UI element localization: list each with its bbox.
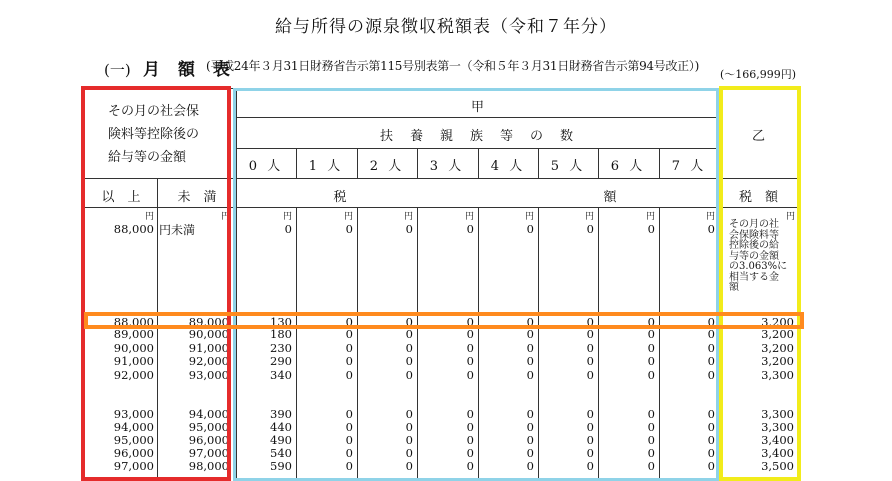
row-ko-value: 0 — [345, 420, 353, 434]
ijo-header: 以 上 — [101, 190, 141, 205]
dependents-count-label: 7 人 — [671, 159, 707, 174]
yen-unit: 円 — [464, 212, 474, 222]
row-to: 94,000 — [188, 407, 229, 421]
row-ko-value: 0 — [466, 459, 474, 473]
row-ko-value: 0 — [586, 407, 594, 421]
miman-header: 未 満 — [177, 190, 217, 205]
row-ko-value: 0 — [466, 341, 474, 355]
row-ko-value: 0 — [345, 341, 353, 355]
otsu-note-line: の3.063%に — [729, 261, 788, 272]
row-ko-value: 0 — [586, 446, 594, 460]
row-highlight — [84, 312, 804, 329]
row-from: 88,000 — [113, 315, 154, 329]
row-ko-value: 0 — [405, 420, 413, 434]
otsu-column-highlight — [719, 86, 801, 481]
row-ko-value: 130 — [270, 315, 292, 329]
yen-unit: 円 — [705, 212, 715, 222]
row-ko-value: 0 — [345, 315, 353, 329]
row-ko-value: 0 — [586, 368, 594, 382]
row-ko-value: 0 — [526, 315, 534, 329]
row-from: 90,000 — [113, 341, 154, 355]
first-row-ko-value: 0 — [526, 222, 534, 236]
first-row-ko-value: 0 — [405, 222, 413, 236]
section-name: 月 額 表 — [143, 60, 236, 80]
otsu-note-line: 会保険料等 — [729, 229, 779, 241]
yen-unit: 円 — [785, 212, 795, 222]
row-ko-value: 0 — [345, 354, 353, 368]
row-to: 93,000 — [188, 368, 229, 382]
row-ko-value: 0 — [405, 459, 413, 473]
income-header-line: 険料等控除後の — [108, 127, 200, 142]
row-otsu-value: 3,300 — [761, 420, 794, 434]
row-from: 89,000 — [113, 327, 154, 341]
row-ko-value: 0 — [707, 327, 715, 341]
first-row-ko-value: 0 — [284, 222, 292, 236]
row-ko-value: 0 — [405, 433, 413, 447]
dependents-header: 扶 養 親 族 等 の 数 — [379, 129, 575, 144]
row-ko-value: 0 — [526, 459, 534, 473]
row-ko-value: 0 — [345, 407, 353, 421]
row-ko-value: 0 — [647, 327, 655, 341]
row-ko-value: 0 — [345, 446, 353, 460]
dependents-count-label: 3 人 — [429, 159, 465, 174]
row-ko-value: 0 — [586, 315, 594, 329]
first-row-ko-value: 0 — [647, 222, 655, 236]
yen-unit: 円 — [282, 212, 292, 222]
row-ko-value: 590 — [270, 459, 292, 473]
row-ko-value: 0 — [345, 433, 353, 447]
row-ko-value: 0 — [466, 446, 474, 460]
yen-unit: 円 — [524, 212, 534, 222]
yen-unit: 円 — [144, 212, 154, 222]
row-ko-value: 0 — [647, 354, 655, 368]
row-ko-value: 230 — [270, 341, 292, 355]
row-otsu-value: 3,200 — [761, 327, 794, 341]
row-from: 91,000 — [113, 354, 154, 368]
otsu-zeigaku-header: 税 額 — [738, 190, 778, 205]
row-ko-value: 340 — [270, 368, 292, 382]
row-ko-value: 0 — [707, 407, 715, 421]
row-ko-value: 0 — [345, 327, 353, 341]
row-ko-value: 0 — [466, 368, 474, 382]
row-ko-value: 0 — [647, 341, 655, 355]
income-header-line: 給与等の金額 — [108, 150, 187, 165]
row-to: 92,000 — [188, 354, 229, 368]
row-ko-value: 0 — [586, 433, 594, 447]
row-ko-value: 0 — [405, 368, 413, 382]
row-ko-value: 0 — [405, 327, 413, 341]
row-ko-value: 0 — [707, 433, 715, 447]
row-ko-value: 0 — [647, 420, 655, 434]
row-ko-value: 0 — [707, 341, 715, 355]
row-ko-value: 0 — [466, 433, 474, 447]
row-ko-value: 0 — [586, 354, 594, 368]
row-to: 91,000 — [188, 341, 229, 355]
row-ko-value: 490 — [270, 433, 292, 447]
row-to: 96,000 — [188, 433, 229, 447]
row-ko-value: 0 — [466, 407, 474, 421]
row-ko-value: 0 — [586, 341, 594, 355]
row-ko-value: 540 — [270, 446, 292, 460]
row-ko-value: 0 — [707, 354, 715, 368]
row-ko-value: 0 — [345, 459, 353, 473]
row-ko-value: 0 — [466, 327, 474, 341]
row-from: 93,000 — [113, 407, 154, 421]
first-row-from: 88,000 — [113, 222, 154, 236]
row-otsu-value: 3,200 — [761, 354, 794, 368]
otsu-note-line: 控除後の給 — [729, 240, 779, 251]
row-from: 96,000 — [113, 446, 154, 460]
row-ko-value: 0 — [526, 446, 534, 460]
row-to: 90,000 — [188, 327, 229, 341]
row-from: 92,000 — [113, 368, 154, 382]
row-to: 98,000 — [188, 459, 229, 473]
first-row-ko-value: 0 — [466, 222, 474, 236]
otsu-note-line: 相当する金 — [729, 271, 779, 283]
income-column-highlight — [81, 86, 231, 481]
row-ko-value: 0 — [405, 446, 413, 460]
row-ko-value: 0 — [405, 407, 413, 421]
ko-header: 甲 — [470, 100, 484, 115]
row-ko-value: 0 — [405, 315, 413, 329]
otsu-note-line: 与等の金額 — [729, 250, 779, 262]
row-ko-value: 0 — [586, 459, 594, 473]
row-from: 94,000 — [113, 420, 154, 434]
row-ko-value: 0 — [526, 341, 534, 355]
row-ko-value: 0 — [647, 407, 655, 421]
dependents-count-label: 6 人 — [610, 159, 646, 174]
row-ko-value: 0 — [647, 446, 655, 460]
row-ko-value: 0 — [466, 420, 474, 434]
row-ko-value: 0 — [707, 315, 715, 329]
page-title: 給与所得の源泉徴収税額表（令和７年分） — [275, 17, 617, 37]
row-ko-value: 0 — [526, 420, 534, 434]
yen-unit: 円 — [403, 212, 413, 222]
row-ko-value: 180 — [270, 327, 292, 341]
dependents-count-label: 2 人 — [369, 159, 405, 174]
row-ko-value: 0 — [707, 446, 715, 460]
row-ko-value: 0 — [466, 315, 474, 329]
otsu-header: 乙 — [751, 129, 765, 144]
row-otsu-value: 3,200 — [761, 341, 794, 355]
row-ko-value: 440 — [270, 420, 292, 434]
row-otsu-value: 3,400 — [761, 433, 794, 447]
zei-header-right: 額 — [603, 190, 617, 205]
row-otsu-value: 3,300 — [761, 368, 794, 382]
dependents-count-label: 1 人 — [308, 159, 344, 174]
otsu-note-line: その月の社 — [729, 219, 779, 230]
row-ko-value: 0 — [586, 420, 594, 434]
row-ko-value: 0 — [586, 327, 594, 341]
first-row-ko-value: 0 — [586, 222, 594, 236]
row-from: 95,000 — [113, 433, 154, 447]
dependents-count-label: 5 人 — [550, 159, 586, 174]
row-ko-value: 0 — [345, 368, 353, 382]
first-row-ko-value: 0 — [707, 222, 715, 236]
ko-column-highlight — [233, 88, 719, 481]
row-ko-value: 0 — [647, 368, 655, 382]
yen-unit: 円 — [343, 212, 353, 222]
row-otsu-value: 3,300 — [761, 407, 794, 421]
row-ko-value: 0 — [526, 407, 534, 421]
yen-unit: 円 — [645, 212, 655, 222]
row-ko-value: 0 — [405, 354, 413, 368]
row-ko-value: 0 — [526, 368, 534, 382]
row-to: 89,000 — [188, 315, 229, 329]
yen-unit: 円 — [584, 212, 594, 222]
first-row-ko-value: 0 — [345, 222, 353, 236]
row-otsu-value: 3,500 — [761, 459, 794, 473]
row-ko-value: 0 — [466, 354, 474, 368]
zei-header-left: 税 — [333, 190, 347, 205]
row-to: 95,000 — [188, 420, 229, 434]
section-note: (平成24年３月31日財務省告示第115号別表第一（令和５年３月31日財務省告示第94号改正）) — [206, 59, 699, 73]
row-ko-value: 0 — [707, 459, 715, 473]
row-ko-value: 0 — [647, 459, 655, 473]
row-to: 97,000 — [188, 446, 229, 460]
row-ko-value: 0 — [707, 368, 715, 382]
income-header-line: その月の社会保 — [108, 104, 200, 119]
row-ko-value: 390 — [270, 407, 292, 421]
row-ko-value: 0 — [647, 315, 655, 329]
row-ko-value: 0 — [526, 327, 534, 341]
row-ko-value: 0 — [526, 354, 534, 368]
row-otsu-value: 3,200 — [761, 315, 794, 329]
row-ko-value: 0 — [526, 433, 534, 447]
dependents-count-label: 4 人 — [490, 159, 526, 174]
yen-unit: 円 — [220, 212, 230, 222]
row-otsu-value: 3,400 — [761, 446, 794, 460]
row-from: 97,000 — [113, 459, 154, 473]
row-ko-value: 0 — [707, 420, 715, 434]
section-number: (一) — [104, 61, 131, 79]
row-ko-value: 290 — [270, 354, 292, 368]
first-row-to: 円未満 — [159, 223, 196, 237]
row-ko-value: 0 — [405, 341, 413, 355]
row-ko-value: 0 — [647, 433, 655, 447]
dependents-count-label: 0 人 — [248, 159, 284, 174]
otsu-note-line: 額 — [729, 282, 739, 293]
range-note: (～166,999円) — [720, 68, 797, 81]
